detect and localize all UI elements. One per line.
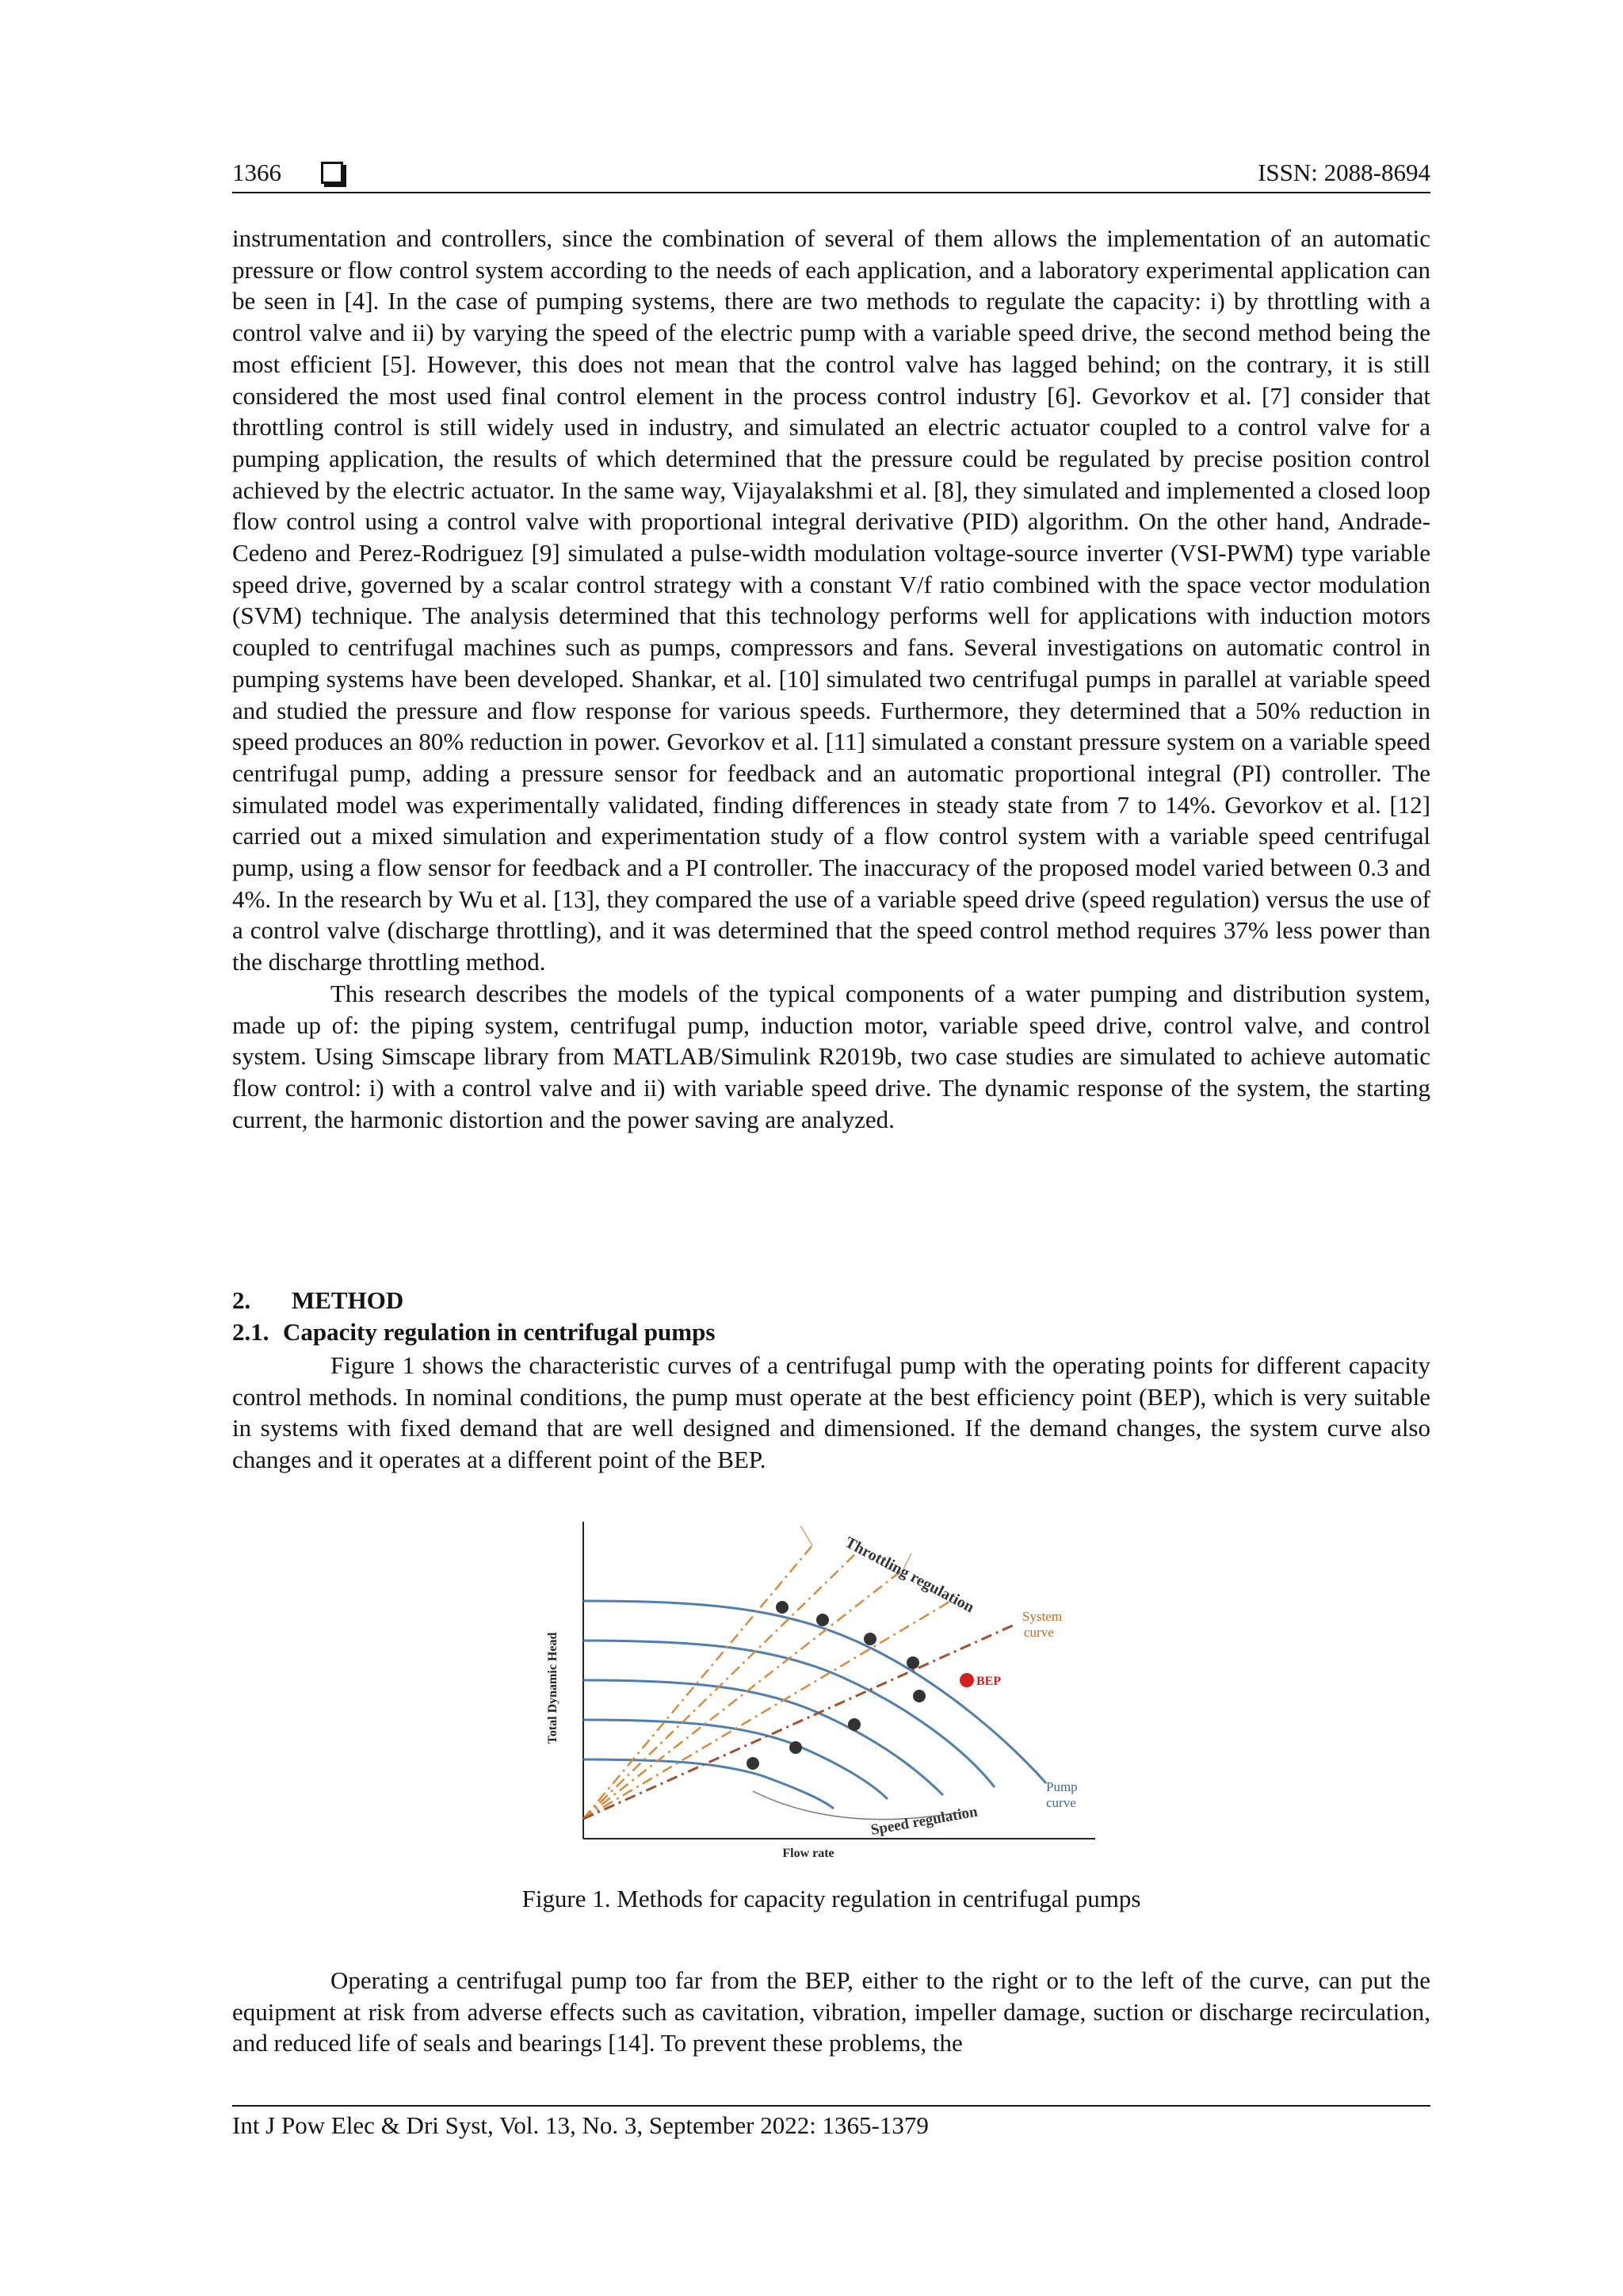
- journal-citation: Int J Pow Elec & Dri Syst, Vol. 13, No. 3, September 2022: 1365-1379: [232, 2111, 929, 2139]
- subsection-heading: [232, 1318, 715, 1347]
- subsection-title: Capacity regulation in centrifugal pumps: [283, 1318, 716, 1346]
- point-s2: [848, 1718, 861, 1731]
- throttle-line-2: [583, 1553, 856, 1819]
- point-t1: [776, 1601, 789, 1614]
- throttling-label: Throttling regulation: [842, 1533, 977, 1617]
- header-rule: [232, 192, 1430, 193]
- point-s3: [789, 1741, 802, 1754]
- paragraph-2: This research describes the models of the typical components of a water pumping and distribution system, made up of: the piping system, centrifugal pump, induction motor, variable speed drive, control valve, and control system. Using Simscape library from MATLAB/Simulink R2019b, two case studies are simulated to achieve automatic flow control: i) with a control valve and ii) with variable speed drive. The dynamic response of the system, the starting current, the harmonic distortion and the power saving are analyzed.: [232, 979, 1430, 1133]
- section-number: 2.: [232, 1286, 251, 1314]
- bep-label: BEP: [976, 1675, 1002, 1688]
- y-axis-label: Total Dynamic Head: [546, 1632, 559, 1744]
- operating-points: [747, 1601, 926, 1770]
- section-heading-method: [232, 1286, 403, 1315]
- bep-point: [960, 1673, 974, 1687]
- intro-paragraph: [232, 223, 1430, 1135]
- throttle-line-3: [583, 1569, 903, 1819]
- point-s4: [747, 1757, 759, 1770]
- page-footer: [232, 2105, 1430, 2140]
- footer-rule: [232, 2105, 1430, 2107]
- throttle-line-4: [583, 1601, 951, 1819]
- pump-curve-diagram: [539, 1522, 1125, 1862]
- x-axis-label: Flow rate: [782, 1847, 834, 1860]
- paragraph-4: Operating a centrifugal pump too far from the BEP, either to the right or to the left of the curve, can put the equipment at risk from adverse effects such as cavitation, vibration, impeller damage, suction or discharge recirculation, and reduced life of seals and bearings [14]. To prevent these problems, the: [232, 1966, 1430, 2057]
- page-header: [232, 152, 1430, 193]
- figure-caption: Figure 1. Methods for capacity regulation in centrifugal pumps: [521, 1885, 1141, 1912]
- page-number: 1366: [232, 159, 281, 186]
- pump-curve-1: [583, 1601, 1046, 1783]
- pump-curve-5: [583, 1759, 834, 1809]
- throttle-line-1: [583, 1545, 812, 1819]
- subsection-number: 2.1.: [232, 1318, 269, 1346]
- checkbox-square-icon: [321, 162, 343, 184]
- point-t4: [907, 1656, 919, 1669]
- pump-curve-3: [583, 1680, 943, 1795]
- closing-paragraph: [232, 1965, 1430, 2059]
- paragraph-3: Figure 1 shows the characteristic curves of a centrifugal pump with the operating points for different capacity control methods. In nominal conditions, the pump must operate at the best efficiency point (BEP), which is very suitable in systems with fixed demand that are well designed and dimensioned. If the demand changes, the system curve also changes and it operates at a different point of the BEP.: [232, 1351, 1430, 1474]
- system-curve-label-1: System: [1022, 1609, 1063, 1624]
- paragraph-1: instrumentation and controllers, since the combination of several of them allows the implementation of an automatic pressure or flow control system according to the needs of each application, and a laboratory experimental application can be seen in [4]. In the case of pumping systems, there are two methods to regulate the capacity: i) by throttling with a control valve and ii) by varying the speed of the electric pump with a variable speed drive, the second method being the most efficient [5]. However, this does not mean that the control valve has lagged behind; on the contrary, it is still considered the most used final control element in the process control industry [6]. Gevorkov et al. [7] consider that throttling control is still widely used in industry, and simulated an electric actuator coupled to a control valve for a pumping application, the results of which determined that the pressure could be regulated by precise position control achieved by the electric actuator. In the same way, Vijayalakshmi et al. [8], they simulated and implemented a closed loop flow control using a control valve with proportional integral derivative (PID) algorithm. On the other hand, Andrade-Cedeno and Perez-Rodriguez [9] simulated a pulse-width modulation voltage-source inverter (VSI-PWM) type variable speed drive, governed by a scalar control strategy with a constant V/f ratio combined with the space vector modulation (SVM) technique. The analysis determined that this technology performs well for applications with induction motors coupled to centrifugal machines such as pumps, compressors and fans. Several investigations on automatic control in pumping systems have been developed. Shankar, et al. [10] simulated two centrifugal pumps in parallel at variable speed and studied the pressure and flow response for various speeds. Furthermore, they determined that a 50% reduction in speed produces an 80% reduction in power. Gevorkov et al. [11] simulated a constant pressure system on a variable speed centrifugal pump, adding a pressure sensor for feedback and an automatic proportional integral (PI) controller. The simulated model was experimentally validated, finding differences in steady state from 7 to 14%. Gevorkov et al. [12] carried out a mixed simulation and experimentation study of a flow control system with a variable speed centrifugal pump, using a flow sensor for feedback and a PI controller. The inaccuracy of the proposed model varied between 0.3 and 4%. In the research by Wu et al. [13], they compared the use of a variable speed drive (speed regulation) versus the use of a control valve (discharge throttling), and it was determined that the speed control method requires 37% less power than the discharge throttling method.: [232, 224, 1430, 976]
- pump-curves: [583, 1601, 1046, 1809]
- pump-curve-label-1: Pump: [1046, 1779, 1078, 1794]
- issn: ISSN: 2088-8694: [1258, 159, 1430, 186]
- point-t3: [864, 1633, 876, 1645]
- speed-regulation-label: Speed regulation: [869, 1803, 980, 1839]
- pump-curve-2: [583, 1641, 995, 1787]
- pump-curve-label-2: curve: [1046, 1795, 1076, 1810]
- section-title: METHOD: [292, 1286, 404, 1314]
- point-s1: [913, 1690, 926, 1702]
- method-paragraph: [232, 1350, 1430, 1476]
- figure-1: [539, 1522, 1125, 1862]
- system-curve-label-2: curve: [1024, 1625, 1054, 1640]
- throttle-guide-1: [800, 1526, 812, 1545]
- point-t2: [816, 1614, 829, 1626]
